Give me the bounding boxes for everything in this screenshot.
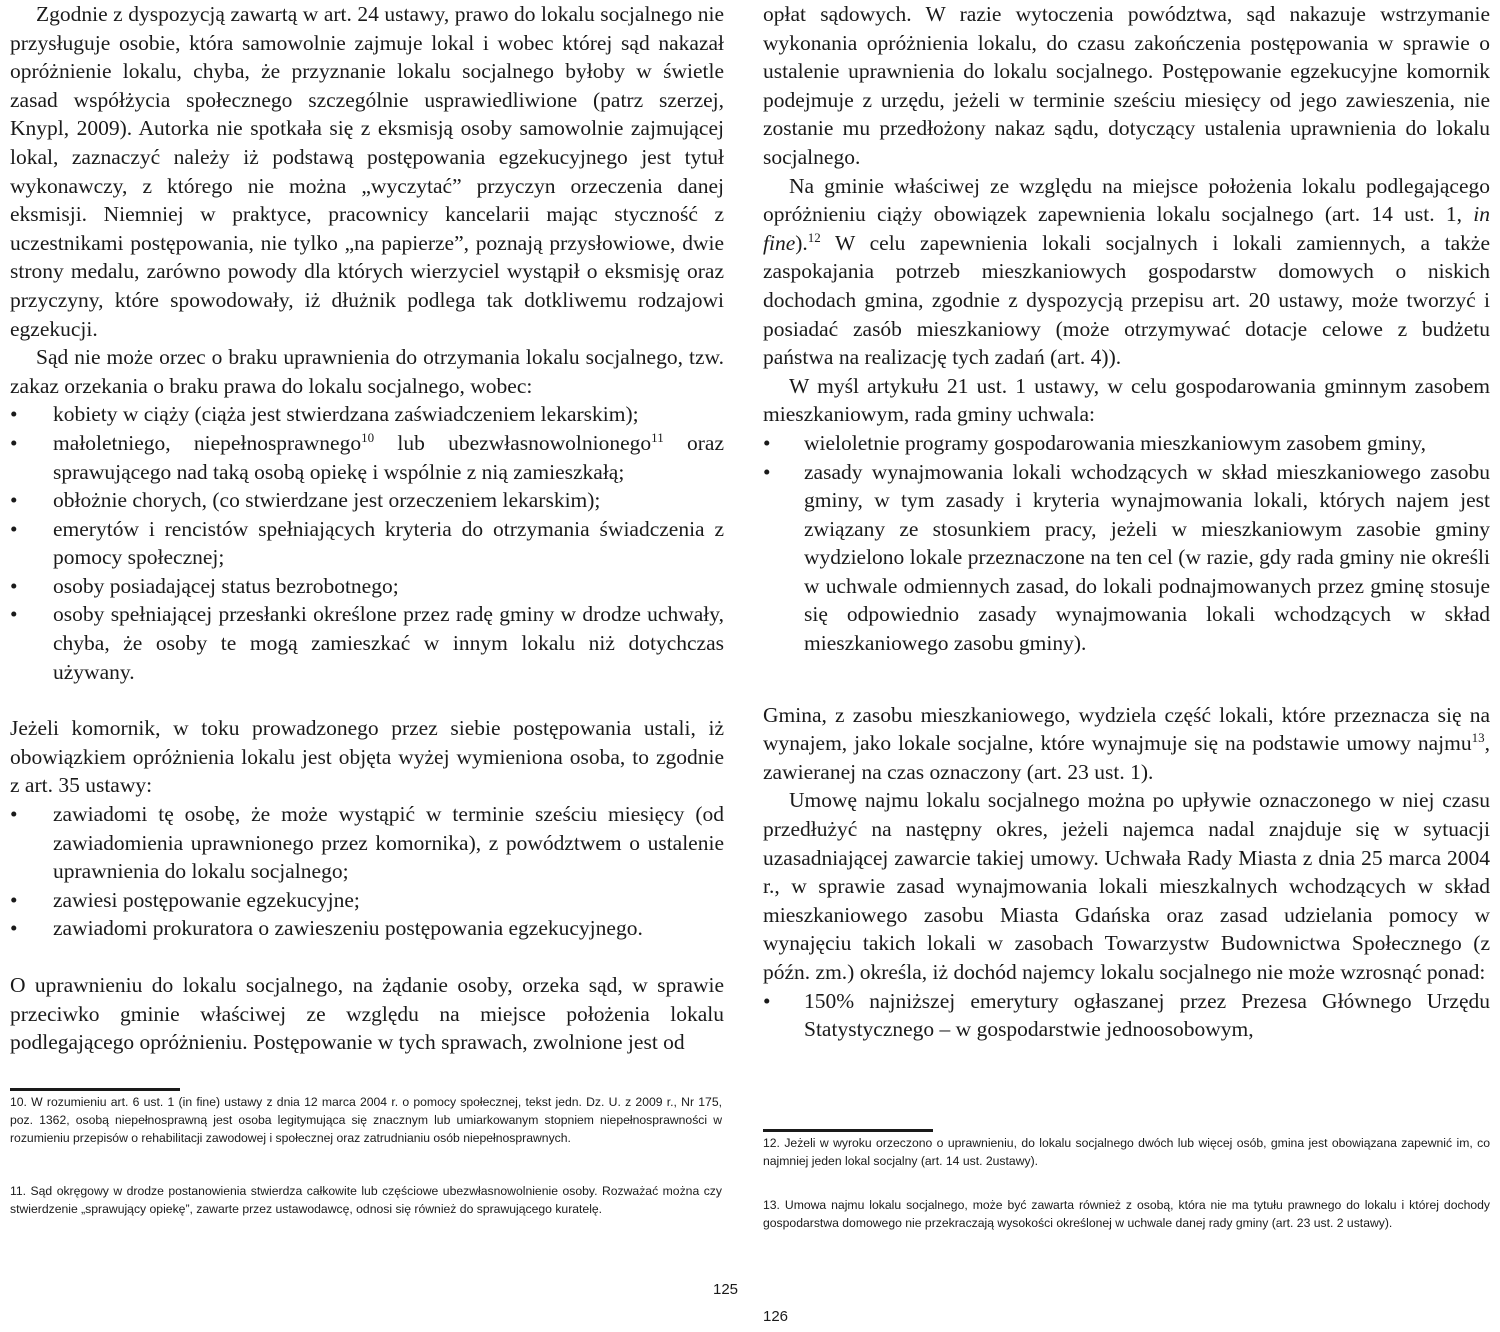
page-number-left: 125 <box>713 1281 739 1298</box>
left-paragraph-1: Zgodnie z dyspozycją zawartą w art. 24 ustawy, prawo do lokalu socjalnego nie przysługuje osobie, która samowolnie zajmuje lokal i wobec której sąd nakazał opróżnienie lokalu, chyba, że przyznanie lokalu socjalnego byłoby w świetle zasad współżycia społecznego szczególnie usprawiedliwione (patrz szerzej, Knypl, 2009). Autorka nie spotkała się z eksmisją osoby samowolnie zajmującej lokal, zaznaczyć należy iż podstawą postępowania egzekucyjnego jest tytuł wykonawczy, z którego nie można „wyczytać” przyczyn orzeczenia danej eksmisji. Niemniej w praktyce, pracownicy kancelarii mając styczność z uczestnikami postępowania, nie tylko „na papierze”, poznają przysłowiowe, dwie strony medalu, zarówno powody dla których wierzyciel wystąpił o eksmisję oraz przyczyny, które spowodowały, iż dłużnik podlega tak dotkliwemu rodzajowi egzekucji. <box>10 2 724 341</box>
footnote-ref-11[interactable]: 11 <box>651 429 664 445</box>
bullet-icon: • <box>10 573 18 598</box>
footnote-12: 12. Jeżeli w wyroku orzeczono o uprawnieniu, do lokalu socjalnego dwóch lub więcej osób, gmina jest obowiązana zapewnić im, co najmniej jeden lokal socjalny (art. 14 ust. 2ustawy). <box>763 1136 1490 1168</box>
bullet-icon: • <box>10 488 18 513</box>
list-item: • kobiety w ciąży (ciąża jest stwierdzana zaświadczeniem lekarskim); <box>10 400 724 429</box>
page-number-right: 126 <box>763 1308 789 1325</box>
list-item: • małoletniego, niepełnosprawnego$^{10}$ lub ubezwłasnowolnionego$^{11}$ oraz sprawującego nad taką osobą opiekę i wspólnie z nią zamieszkałą; <box>10 429 724 484</box>
left-paragraph-2: Sąd nie może orzec o braku uprawnienia do otrzymania lokalu socjalnego, tzw. zakaz orzekania o braku prawa do lokalu socjalnego, wobec: <box>10 345 724 398</box>
list-item: • zawiesi postępowanie egzekucyjne; <box>10 886 724 915</box>
list-item: • zawiadomi prokuratora o zawieszeniu postępowania egzekucyjnego. <box>10 914 724 943</box>
bullet-icon: • <box>10 602 18 627</box>
footnote-13: 13. Umowa najmu lokalu socjalnego, może być zawarta również z osobą, która nie ma tytułu prawnego do lokalu i której dochody gospodarstwa domowego nie przekraczają wysokości określonej w uchwale danej rady gminy (art. 23 ust. 2 ustawy). <box>763 1198 1490 1230</box>
left-bullet-list-1 <box>10 400 724 686</box>
bullet-icon: • <box>10 802 18 827</box>
list-item: • obłożnie chorych, (co stwierdzane jest orzeczeniem lekarskim); <box>10 486 724 515</box>
footnote-divider <box>763 1129 933 1132</box>
list-item: • emerytów i rencistów spełniających kryteria do otrzymania świadczenia z pomocy społecznej; <box>10 516 724 570</box>
list-item: • zasady wynajmowania lokali wchodzących w skład mieszkaniowego zasobu gminy, w tym zasady i kryteria wynajmowania lokali, których najem jest związany ze stosunkiem pracy, jeżeli w mieszkaniowym zasobie gminy wydzielono lokale przeznaczone na ten cel (w razie, gdy rada gminy nie określi w uchwale odmiennych zasad, do lokali podnajmowanych przez gminę stosuje się odpowiednio zasady wynajmowania lokali wchodzących w skład mieszkaniowego zasobu gminy). <box>763 459 1490 656</box>
bullet-icon: • <box>10 916 18 941</box>
right-paragraph-4: Gmina, z zasobu mieszkaniowego, wydziela część lokali, które przeznacza się na wynajem, jako lokale socjalne, które wynajmuje się na podstawie umowy najmu$^{13}$, zawieranej na czas oznaczony (art. 23 ust. 1). <box>763 702 1490 784</box>
bullet-icon: • <box>10 516 18 541</box>
right-bullet-list-2 <box>763 987 1490 1044</box>
list-item: • wieloletnie programy gospodarowania mieszkaniowym zasobem gminy, <box>763 429 1490 458</box>
bullet-icon: • <box>10 430 18 455</box>
right-paragraph-1: opłat sądowych. W razie wytoczenia powództwa, sąd nakazuje wstrzymanie wykonania opróżnienia lokalu, do czasu zakończenia postępowania w sprawie o ustalenie uprawnienia do lokalu socjalnego. Postępowanie egzekucyjne komornik podejmuje z urzędu, jeżeli w terminie sześciu miesięcy od jego zawieszenia, nie zostanie mu przedłożony nakaz sądu, dotyczący ustalenia uprawnienia do lokalu socjalnego. <box>763 2 1490 169</box>
footnote-ref-10[interactable]: 10 <box>361 429 375 445</box>
list-item: • 150% najniższej emerytury ogłaszanej przez Prezesa Głównego Urzędu Statystycznego – w gospodarstwie jednoosobowym, <box>763 988 1490 1042</box>
right-page-column <box>763 0 1490 1044</box>
right-paragraph-3: W myśl artykułu 21 ust. 1 ustawy, w celu gospodarowania gminnym zasobem mieszkaniowym, rada gminy uchwala: <box>763 373 1490 427</box>
right-paragraph-5: Umowę najmu lokalu socjalnego można po upływie oznaczonego w niej czasu przedłużyć na następny okres, jeżeli najemca nadal znajduje się w sytuacji uzasadniającej zawarcie takiej umowy. Uchwała Rady Miasta z dnia 25 marca 2004 r., w sprawie zasad wynajmowania lokali mieszkalnych wchodzących w skład mieszkaniowego zasobu Miasta Gdańska oraz zasad udzielania pomocy w wynajęciu takich lokali w zasobach Towarzystw Budownictwa Społecznego (z późn. zm.) określa, iż dochód najemcy lokalu socjalnego nie może wzrosnąć ponad: <box>763 788 1490 984</box>
right-bullet-list-1 <box>763 429 1490 658</box>
footnote-ref-13[interactable]: 13 <box>1471 730 1485 746</box>
bullet-icon: • <box>763 430 771 455</box>
bullet-icon: • <box>10 402 18 427</box>
list-item: • osoby spełniającej przesłanki określone przez radę gminy w drodze uchwały, chyba, że osoby te mogą zamieszkać w innym lokalu niż dotychczas używany. <box>10 602 724 684</box>
bullet-icon: • <box>763 459 771 484</box>
left-page-column <box>10 0 724 1057</box>
right-paragraph-2: Na gminie właściwej ze względu na miejsce położenia lokalu podlegającego opróżnieniu ciąży obowiązek zapewnienia lokalu socjalnego (art. 14 ust. 1, in fine).$^{12}$ W celu zapewnienia lokali socjalnych i lokali zamiennych, a także zaspokajania potrzeb mieszkaniowych gospodarstw domowych o niskich dochodach gmina, zgodnie z dyspozycją przepisu art. 20 ustawy, może tworzyć i posiadać zasób mieszkaniowy (może otrzymywać dotacje celowe z budżetu państwa na realizację tych zadań (art. 4)). <box>763 173 1490 370</box>
footnote-divider <box>10 1088 180 1091</box>
list-item: • zawiadomi tę osobę, że może wystąpić w terminie sześciu miesięcy (od zawiadomienia uprawnionego przez komornika), z powództwem o ustalenie uprawnienia do lokalu socjalnego; <box>10 802 724 884</box>
left-paragraph-3: Jeżeli komornik, w toku prowadzonego przez siebie postępowania ustali, iż obowiązkiem opróżnienia lokalu jest objęta wyżej wymieniona osoba, to zgodnie z art. 35 ustawy: <box>10 716 724 798</box>
left-paragraph-4: O uprawnieniu do lokalu socjalnego, na żądanie osoby, orzeka sąd, w sprawie przeciwko gminie właściwej ze względu na miejsce położenia lokalu podlegającego opróżnieniu. Postępowanie w tych sprawach, zwolnione jest od <box>10 973 724 1055</box>
footnote-11: 11. Sąd okręgowy w drodze postanowienia stwierdza całkowite lub częściowe ubezwłasnowolnienie osoby. Rozważać można czy stwierdzenie „sprawujący opiekę”, zawarte przez ustawodawcę, odnosi się również do sprawującego kuratelę. <box>10 1184 722 1216</box>
footnote-10: 10. W rozumieniu art. 6 ust. 1 (in fine) ustawy z dnia 12 marca 2004 r. o pomocy społecznej, tekst jedn. Dz. U. z 2009 r., Nr 175, poz. 1362, osobą niepełnosprawną jest osoba legitymująca się znacznym lub umiarkowanym stopniem niepełnosprawności w rozumieniu przepisów o rehabilitacji zawodowej i społecznej oraz zatrudnianiu osób niepełnosprawnych. <box>10 1095 722 1145</box>
footnote-ref-12[interactable]: 12 <box>807 229 821 245</box>
bullet-icon: • <box>10 887 18 912</box>
list-item: • osoby posiadającej status bezrobotnego; <box>10 572 724 601</box>
bullet-icon: • <box>763 988 771 1013</box>
left-bullet-list-2 <box>10 800 724 943</box>
